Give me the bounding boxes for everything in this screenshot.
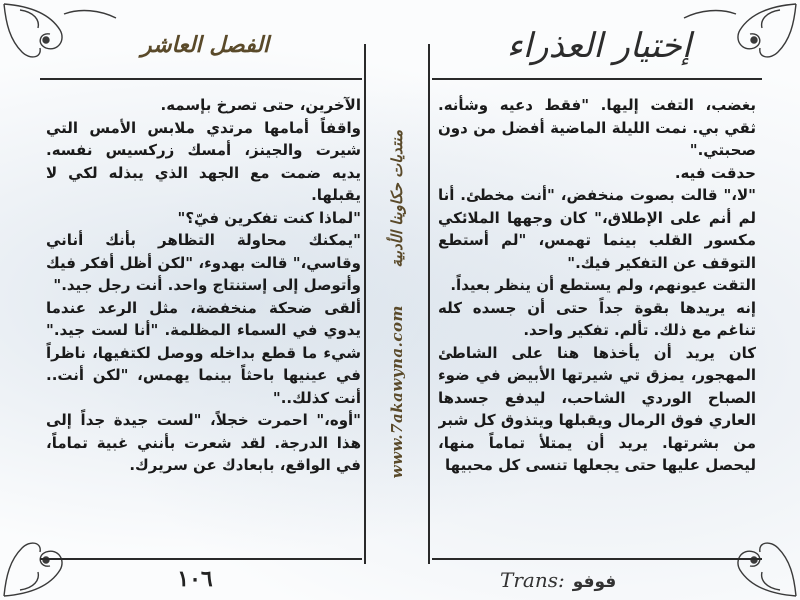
paragraph: واقفاً أمامها مرتدي ملابس الأمس التي شيرت والجينز، أمسك زركسيس نفسه. يديه ضمت مع الجهد الذي يبذله لكي لا يقبلها.: [46, 118, 361, 204]
paragraph: "لا،" قالت بصوت منخفض، "أنت مخطئ. أنا لم أنم على الإطلاق،" كان وجهها الملائكي مكسور القلب بينما تهمس، "لم أستطع التوقف عن التفكير فيك.": [438, 186, 756, 272]
paragraph: كان يريد أن يأخذها هنا على الشاطئ المهجور، يمزق تي شيرتها الأبيض في ضوء الصباح الوردي الشاحب، ليدفع جسدها العاري فوق الرمال ويقبلها ويتذوق كل شبر من بشرتها. يريد أن يمتلأ تماماً منها، ليحصل عليها حتى يجعلها تنسى كل محبيها: [438, 343, 756, 474]
spine-site-name: منتديات حكاوينا الأدبية: [388, 129, 406, 268]
trans-label: Trans:: [500, 568, 565, 592]
translator-name: فوفو: [572, 572, 617, 592]
paragraph: الآخرين، حتى تصرخ بإسمه.: [160, 96, 361, 114]
top-rule-left: [40, 78, 362, 80]
paragraph: "يمكنك محاولة التظاهر بأنك أناني وقاسي،" قالت بهدوء، "لكن أظل أفكر فيك وأتوصل إلى إستنتاج واحد. أنت رجل جيد.": [46, 231, 361, 294]
paragraph: التقت عيونهم، ولم يستطع أن ينظر بعيداً.: [450, 276, 756, 294]
left-page-inner-rule: [364, 44, 366, 564]
paragraph: إنه يريدها بقوة جداً حتى أن جسده كله تناغم مع ذلك. تألم. تفكير واحد.: [438, 298, 756, 339]
spine-url: www.7akawyna.com: [388, 304, 406, 479]
translator-credit: [500, 568, 660, 592]
top-rule-right: [432, 78, 762, 80]
page-number: ١٠٦: [177, 566, 213, 592]
bottom-rule-right: [432, 558, 762, 560]
right-page-inner-rule: [428, 44, 430, 564]
paragraph: بغضب، التفت إليها. "فقط دعيه وشأنه. ثقي بي. نمت الليلة الماضية أفضل من دون صحبتي.": [438, 96, 756, 159]
paragraph: ألقى ضحكة منخفضة، مثل الرعد عندما يدوي في السماء المظلمة. "أنا لست جيد." شيء ما قطع بداخله ووصل لكتفيها، ناظراً في عينيها باحثاً بينما يهمس، "لكن أنت.. أنت كذلك..": [46, 298, 361, 407]
right-page-text: [438, 94, 756, 552]
book-title: إختيار العذراء: [506, 26, 692, 66]
spine-watermark: [368, 44, 426, 564]
paragraph: "لماذا كنت تفكرين فيّ؟": [177, 208, 361, 227]
chapter-title: الفصل العاشر: [140, 32, 270, 58]
left-page-text: [46, 94, 361, 552]
bottom-rule-left: [40, 558, 362, 560]
paragraph: "أوه،" احمرت خجلاً، "لست جيدة جداً إلى هذا الدرجة. لقد شعرت بأنني غبية تماماً، في الواقع، بابعادك عن سريرك.: [46, 411, 361, 474]
paragraph: حدقت فيه.: [674, 163, 756, 182]
